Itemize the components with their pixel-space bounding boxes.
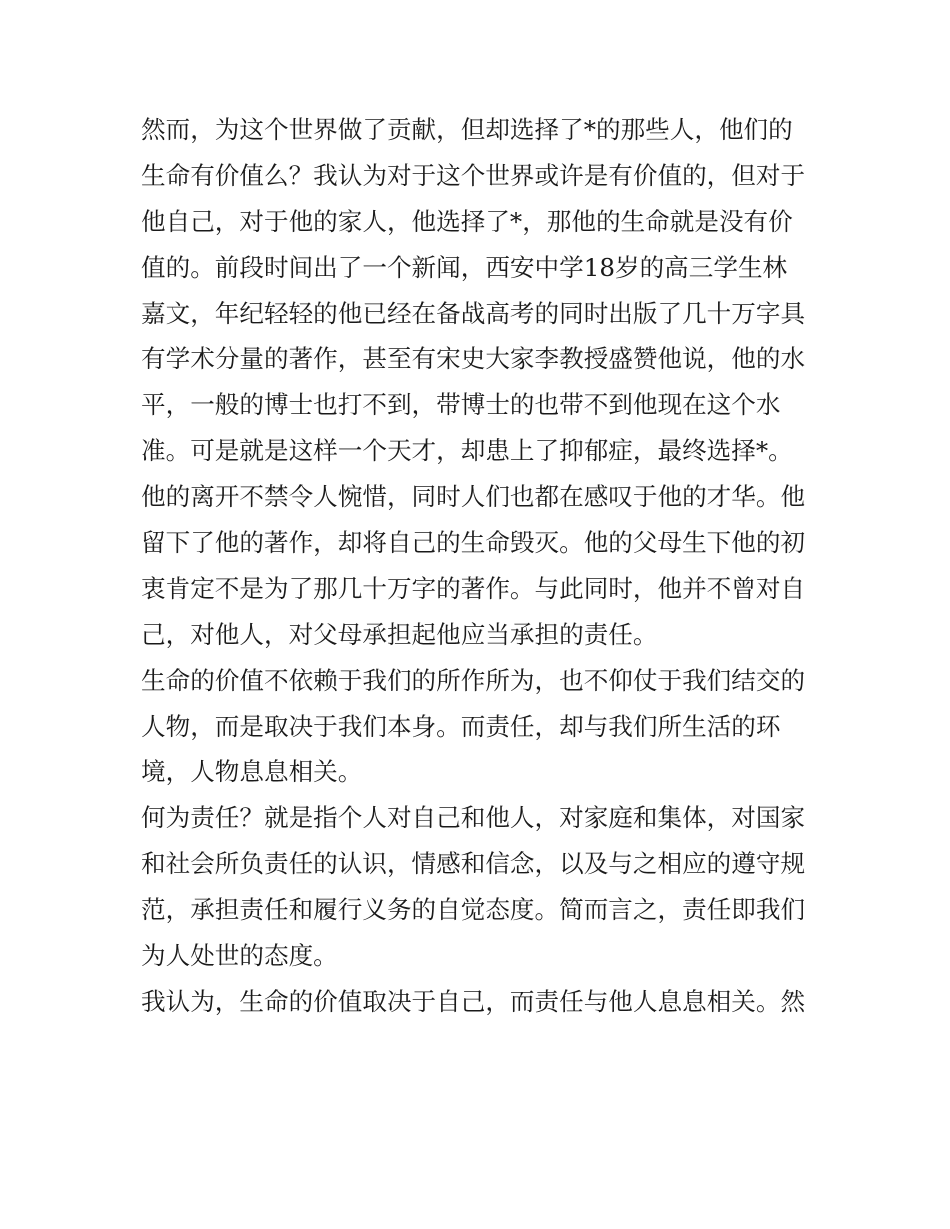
text-line: 境，人物息息相关。 bbox=[141, 757, 363, 787]
text-line: 己，对他人，对父母承担起他应当承担的责任。 bbox=[141, 619, 658, 649]
text-line: 生命有价值么？我认为对于这个世界或许是有价值的，但对于 bbox=[141, 160, 806, 190]
text-line: 何为责任？就是指个人对自己和他人，对家庭和集体，对国家 bbox=[141, 803, 806, 833]
text-line: 我认为，生命的价值取决于自己，而责任与他人息息相关。然 bbox=[141, 986, 806, 1016]
text-line: 生命的价值不依赖于我们的所作所为，也不仰仗于我们结交的 bbox=[141, 665, 806, 695]
body-text bbox=[141, 107, 821, 1025]
text-line: 平，一般的博士也打不到，带博士的也带不到他现在这个水 bbox=[141, 390, 781, 420]
text-line: 值的。前段时间出了一个新闻，西安中学18岁的高三学生林 bbox=[141, 252, 788, 282]
text-line: 嘉文，年纪轻轻的他已经在备战高考的同时出版了几十万字具 bbox=[141, 298, 806, 328]
text-line: 为人处世的态度。 bbox=[141, 941, 338, 971]
text-line: 然而，为这个世界做了贡献，但却选择了*的那些人，他们的 bbox=[141, 115, 793, 144]
text-line: 衷肯定不是为了那几十万字的著作。与此同时，他并不曾对自 bbox=[141, 573, 806, 603]
text-line: 和社会所负责任的认识，情感和信念，以及与之相应的遵守规 bbox=[141, 849, 806, 879]
text-line: 他的离开不禁令人惋惜，同时人们也都在感叹于他的才华。他 bbox=[141, 482, 806, 512]
text-line: 人物，而是取决于我们本身。而责任，却与我们所生活的环 bbox=[141, 711, 781, 741]
text-line: 范，承担责任和履行义务的自觉态度。简而言之，责任即我们 bbox=[141, 895, 806, 925]
text-line: 留下了他的著作，却将自己的生命毁灭。他的父母生下他的初 bbox=[141, 528, 806, 558]
text-line: 有学术分量的著作，甚至有宋史大家李教授盛赞他说，他的水 bbox=[141, 344, 806, 374]
text-line: 他自己，对于他的家人，他选择了*，那他的生命就是没有价 bbox=[141, 206, 793, 236]
text-line: 准。可是就是这样一个天才，却患上了抑郁症，最终选择*。 bbox=[141, 436, 793, 466]
